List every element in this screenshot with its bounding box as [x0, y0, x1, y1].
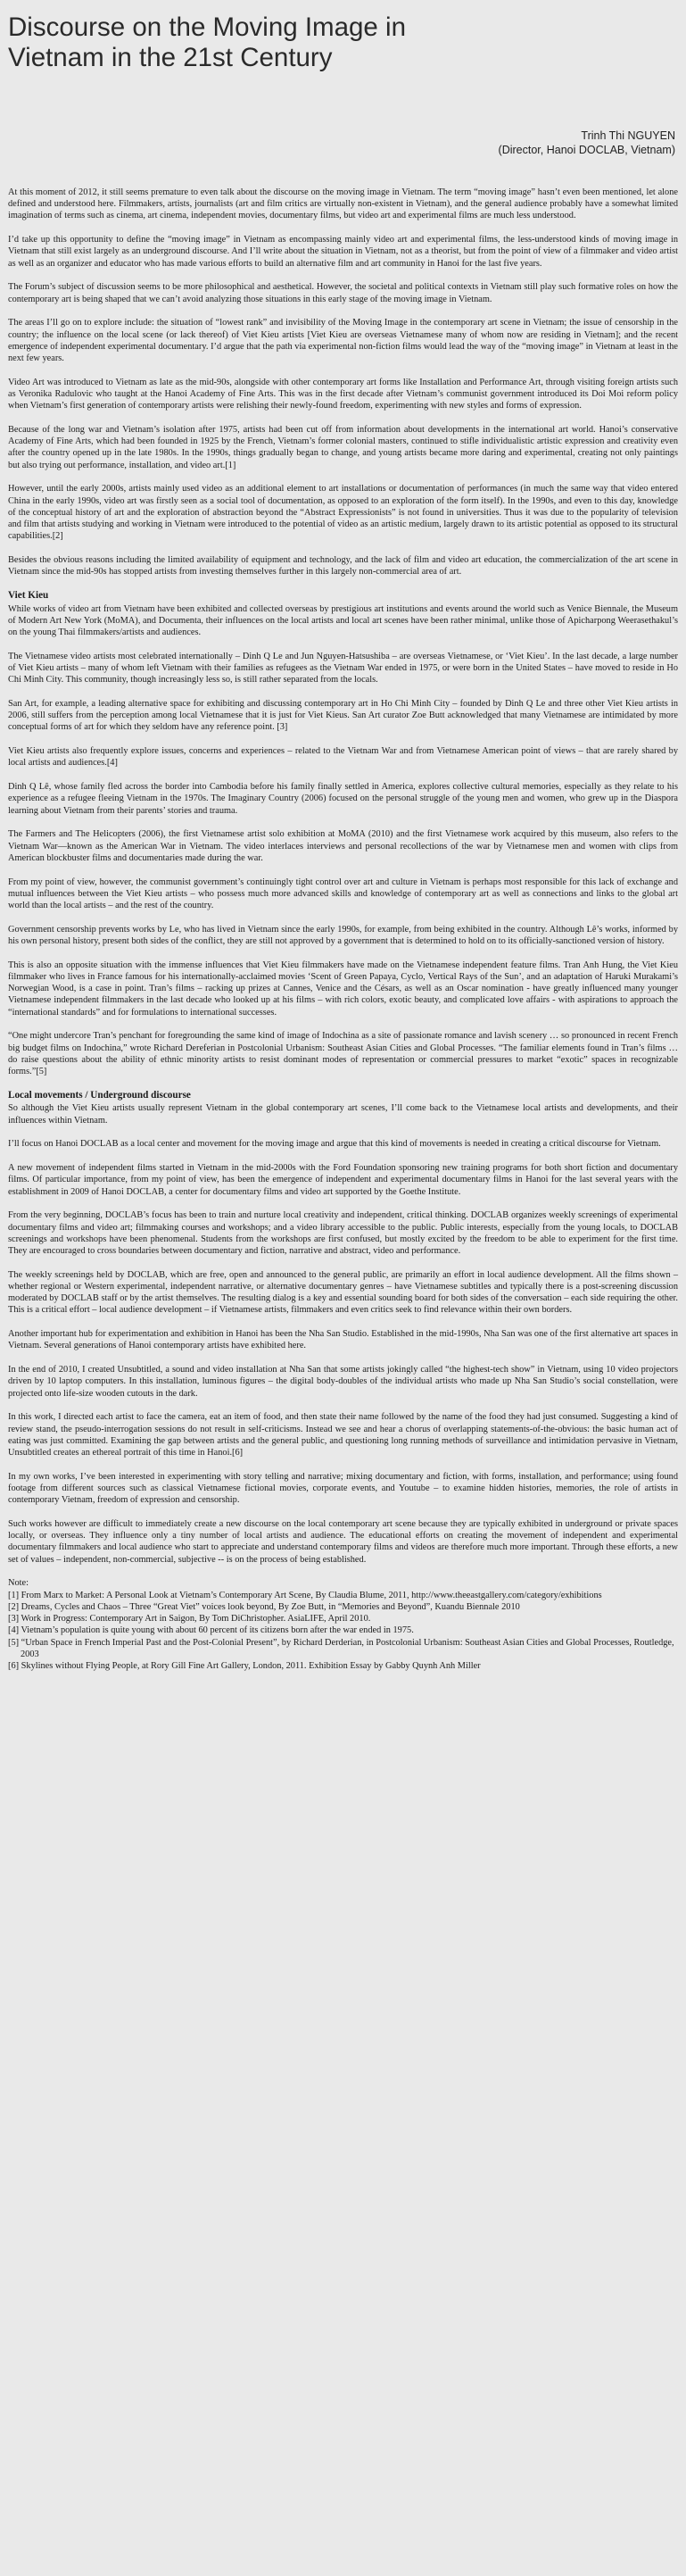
note-item: [6] Skylines without Flying People, at Rory Gill Fine Art Gallery, London, 2011. Exhibition Essay by Gabby Quynh Anh Miller — [8, 1660, 481, 1671]
intro-section — [8, 187, 678, 578]
note-item: [3] Work in Progress: Contemporary Art in Saigon, By Tom DiChristopher. AsiaLIFE, April 2010. — [8, 1614, 371, 1625]
paragraph: A new movement of independent films started in Vietnam in the mid-2000s with the Ford Foundation sponsoring new training programs for both short fiction and documentary films. Of particular importance, from my point of view, has been the emergence of independent and experimental documentary films in Hanoi for the last several years with the establishment in 2009 of Hanoi DOCLAB, a center for documentary films and video art supported by the Goethe Institute. — [8, 1163, 678, 1197]
paragraph: Besides the obvious reasons including the limited availability of equipment and technology, and the lack of film and video art education, the commercialization of the art scene in Vietnam since the mid-90s has stopped artists from investing themselves further in this largely non-commercial area of art. — [8, 555, 678, 578]
paragraph: I’ll focus on Hanoi DOCLAB as a local center and movement for the moving image and argue that this kind of movements is needed in creating a critical discourse for Vietnam. — [8, 1139, 661, 1150]
paragraph: The Vietnamese video artists most celebrated internationally – Dinh Q Le and Jun Nguyen-Hatsushiba – are overseas Vietnamese, or ‘Viet Kieu’. In the last decade, a large number of Viet Kieu artists – many of whom left Vietnam with their families as refugees as the Vietnam War ended in 1975, or were born in the United States – have moved to reside in Ho Chi Minh City. This community, though increasingly less so, is still rather separated from the locals. — [8, 651, 678, 686]
paragraph: The Farmers and The Helicopters (2006), the first Vietnamese artist solo exhibition at MoMA (2010) and the first Vietnamese work acquired by this museum, also refers to the Vietnam War—known as the American War in Vietnam. The video interlaces interviews and personal recollections of the war by Vietnamese men and women with clips from American blockbuster films and documentaries made during the war. — [8, 829, 678, 863]
document-title: Discourse on the Moving Image in Vietnam in the 21st Century — [8, 12, 407, 72]
note-item: [4] Vietnam’s population is quite young with about 60 percent of its citizens born after the war ended in 1975. — [8, 1625, 414, 1636]
author-block — [8, 129, 678, 157]
local-movements-section — [8, 1090, 678, 1566]
paragraph: The areas I’ll go on to explore include: the situation of “lowest rank” and invisibility of the Moving Image in the contemporary art scene in Vietnam; the issue of censorship in the country; the influence on the local scene (or lack thereof) of Viet Kieu artists [Viet Kieu are overseas Vietnamese many of whom now are residing in Vietnam]; and the recent emergence of independent experimental documentary. I’d argue that the path via experimental non-fiction films would lead the way of the “moving image” in Vietnam at least in the next few years. — [8, 318, 678, 364]
section-heading: Local movements / Underground discourse — [8, 1089, 191, 1101]
notes-title: Note: — [8, 1578, 29, 1589]
paragraph: Because of the long war and Vietnam’s isolation after 1975, artists had been cut off from information about developments in the international art world. Hanoi’s conservative Academy of Fine Arts, which had been founded in 1925 by the French, Vietnam’s former colonial masters, continued to stifle individualistic artistic expression and creativity even after the country opened up in the late 1980s. In the 1990s, things gradually began to change, and young artists became more daring and experimental, creating not only paintings but also trying out performance, installation, and video art.[1] — [8, 425, 678, 470]
paragraph: Government censorship prevents works by Le, who has lived in Vietnam since the early 1990s, for example, from being exhibited in the country. Although Lê’s works, informed by his own personal history, present both sides of the conflict, they are still not approved by a government that is determined to hold on to its officially-sanctioned version of history. — [8, 924, 678, 947]
note-item: [2] Dreams, Cycles and Chaos – Three “Great Viet” voices look beyond, By Zoe Butt, in “Memories and Beyond”, Kuandu Biennale 2010 — [8, 1601, 520, 1612]
paragraph: While works of video art from Vietnam have been exhibited and collected overseas by prestigious art institutions and events around the world such as Venice Biennale, the Museum of Modern Art New York (MoMA), and Documenta, their influences on the local artists and local art scenes have been rather minimal, unlike those of Apicharpong Weerasethakul’s on the young Thai filmmakers/artists and audiences. — [8, 603, 678, 638]
paragraph: San Art, for example, a leading alternative space for exhibiting and discussing contemporary art in Ho Chi Minh City – founded by Dinh Q Le and three other Viet Kieu artists in 2006, still suffers from the perception among local Vietnamese that it is just for Viet Kieus. San Art curator Zoe Butt acknowledged that many Vietnamese are intimidated by more conceptual forms of art for which they seldom have any reference point. [3] — [8, 699, 678, 733]
paragraph: Such works however are difficult to immediately create a new discourse on the local contemporary art scene because they are typically exhibited in underground or private spaces locally, or overseas. They influence only a tiny number of local artists and audience. The educational efforts on creating the movement of independent and experimental documentary filmmakers and local audience who start to appreciate and understand contemporary films and videos are therefore much more important. Through these efforts, a new set of values – independent, non-commercial, subjective -- is on the process of being established. — [8, 1519, 678, 1565]
paragraph: The Forum’s subject of discussion seems to be more philosophical and aesthetical. However, the societal and political contexts in Vietnam still play such formative roles on how the contemporary art is being shaped that we can’t avoid analyzing those situations in this early stage of the moving image in Vietnam. — [8, 282, 678, 304]
note-item: [5] “Urban Space in French Imperial Past and the Post-Colonial Present”, by Richard Derderian, in Postcolonial Urbanism: Southeast Asian Cities and Global Processes, Routledge, 2003 — [8, 1637, 674, 1659]
paragraph: So although the Viet Kieu artists usually represent Vietnam in the global contemporary art scenes, I’ll come back to the Vietnamese local artists and developments, and their influences within Vietnam. — [8, 1103, 678, 1126]
paragraph: Another important hub for experimentation and exhibition in Hanoi has been the Nha San Studio. Established in the mid-1990s, Nha San was one of the first alternative art spaces in Vietnam. Several generations of Hanoi contemporary artists have exhibited here. — [8, 1329, 678, 1351]
notes-list — [8, 1590, 678, 1672]
section-heading: Viet Kieu — [8, 590, 49, 602]
paragraph: Dinh Q Lê, whose family fled across the border into Cambodia before his family finally settled in America, explores collective cultural memories, especially as they relate to his experience as a refugee fleeing Vietnam in the 1970s. The Imaginary Country (2006) focused on the personal struggle of the young men and women, who grew up in the Diaspora learning about Vietnam from their parents’ stories and trauma. — [8, 782, 678, 816]
paragraph: In my own works, I’ve been interested in experimenting with story telling and narrative; mixing documentary and fiction, with forms, installation, and performance; using found footage from different sources such as classical Vietnamese fictional movies, corporate events, and Youtube – to examine hidden histories, memories, the role of artists in contemporary Vietnam, freedom of expression and censorship. — [8, 1471, 678, 1506]
paragraph: Viet Kieu artists also frequently explore issues, concerns and experiences – related to the Vietnam War and from Vietnamese American point of views – that are rarely shared by local artists and audiences.[4] — [8, 746, 678, 769]
viet-kieu-section — [8, 590, 678, 1077]
author-name: Trinh Thi NGUYEN — [581, 129, 675, 142]
author-role: (Director, Hanoi DOCLAB, Vietnam) — [498, 144, 675, 156]
paragraph: In the end of 2010, I created Unsubtitled, a sound and video installation at Nha San that some artists jokingly called “the highest-tech show” in Vietnam, using 10 video projectors driven by 10 laptop computers. In this installation, luminous figures – the digital body-doubles of the individual artists who made up Nha San Studio’s social constellation, were projected onto life-size wooden cutouts in the dark. — [8, 1365, 678, 1399]
article-body — [8, 187, 678, 1672]
paragraph: I’d take up this opportunity to define the “moving image” in Vietnam as encompassing mainly video art and experimental films, the less-understood kinds of moving image in Vietnam that still exist largely as an underground discourse. And I’ll write about the situation in Vietnam, not as a theorist, but from the point of view of a filmmaker and video artist as well as an organizer and educator who has made various efforts to build an alternative film and art community in Hanoi for the last five years. — [8, 235, 678, 269]
paragraph: “One might undercore Tran’s penchant for foregrounding the same kind of image of Indochina as a site of passionate romance and lavish scenery … so pronounced in recent French big budget films on Indochina,” wrote Richard Dereferian in Postcolonial Urbanism: Southeast Asian Cities and Global Processes. “The familiar elements found in Tran’s films … do raise questions about the ability of ethnic minority artists to resist dominant modes of representation or commercial pressures to market “exotic” spaces in recognizable forms.”[5] — [8, 1031, 678, 1077]
paragraph: From my point of view, however, the communist government’s continuingly tight control over art and culture in Vietnam is perhaps most responsible for this lack of exchange and mutual influences between the Viet Kieu artists – who possess much more advanced skills and knowledge of contemporary art as well as connections and links to the global art world than the local artists – and the rest of the country. — [8, 877, 678, 911]
paragraph: In this work, I directed each artist to face the camera, eat an item of food, and then state their name followed by the name of the food they had just consumed. Suggesting a kind of review stand, the pseudo-interrogation sessions do not result in self-criticisms. Instead we see and hear a chorus of overlapping statements-of-the-obvious: the basic human act of eating was just committed. Examining the gap between artists and the general public, and questioning long running methods of surveillance and intimidation pervasive in Vietnam, Unsubtitled creates an ethereal portrait of this time in Hanoi.[6] — [8, 1412, 678, 1458]
paragraph: From the very beginning, DOCLAB’s focus has been to train and nurture local creativity and independent, critical thinking. DOCLAB organizes weekly screenings of experimental documentary films and video art; filmmaking courses and workshops; and a video library accessible to the public. Public interests, especially from the young locals, to DOCLAB screenings and workshops have been phenomenal. Students from the workshops are first confused, but mostly excited by the freedom to be able to experiment for the first time. They are encouraged to cross boundaries between documentary and fiction, narrative and abstract, video and performance. — [8, 1210, 678, 1257]
paragraph: This is also an opposite situation with the immense influences that Viet Kieu filmmakers have made on the Vietnamese independent feature films. Tran Anh Hung, the Viet Kieu filmmaker who lives in France famous for his internationally-acclaimed movies ‘Scent of Green Papaya, Cyclo, Vertical Rays of the Sun’, and an adaptation of Haruki Murakami’s Norwegian Wood, is a case in point. Tran’s films – racking up prizes at Cannes, Venice and the Césars, as well as an Oscar nomination - have greatly influenced many younger Vietnamese independent filmmakers in the last decade who looked up at his films – with rich colors, exotic beauty, and complicated love affairs - with aspirations to approach the “international standards” and for formulations to international successes. — [8, 960, 678, 1018]
notes-section — [8, 1577, 678, 1672]
paragraph: At this moment of 2012, it still seems premature to even talk about the discourse on the moving image in Vietnam. The term “moving image” hasn’t even been mentioned, let alone defined and understood here. Filmmakers, artists, journalists (art and film critics are virtually non-existent in Vietnam), and the general audience probably have a somewhat limited imagination of terms such as cinema, art cinema, independent movies, documentary films, but video art and experimental films are much less understood. — [8, 187, 678, 221]
paragraph: Video Art was introduced to Vietnam as late as the mid-90s, alongside with other contemporary art forms like Installation and Performance Art, through visiting foreign artists such as Veronika Radulovic who taught at the Hanoi Academy of Fine Arts. This was in the first decade after Vietnam’s communist government introduced its Doi Moi reform policy when Vietnam’s first generation of contemporary artists were relishing their newly-found freedom, experimenting with new styles and forms of expression. — [8, 377, 678, 411]
paragraph: However, until the early 2000s, artists mainly used video as an additional element to art installations or documentation of performances (in much the same way that video entered China in the early 1990s, video art was firstly seen as a social tool of documentation, as opposed to an exploration of the form itself). In the 1990s, and even to this day, knowledge of the conceptual history of art and the exploration of abstraction beyond the “Abstract Expressionists” is not found in universities. Thus it was due to the popularity of television and film that artists studying and working in Vietnam were introduced to the potential of video as an artistic medium, largely drawn to its artistic potential as opposed to its structural capabilities.[2] — [8, 484, 678, 542]
note-item: [1] From Marx to Market: A Personal Look at Vietnam’s Contemporary Art Scene, By Claudia Blume, 2011, http://www.theeastgallery.com/category/exhibitions — [8, 1590, 602, 1600]
paragraph: The weekly screenings held by DOCLAB, which are free, open and announced to the general public, are primarily an effort in local audience development. All the films shown – whether regional or Western experimental, independent narrative, or alternative documentary genres – have Vietnamese subtitles and typically there is a post-screening discussion moderated by DOCLAB staff or by the artist themselves. The resulting dialog is a key and essential sounding board for both sides of the conversation – each side requiring the other. This is a critical effort – local audience development – if Vietnamese artists, filmmakers and even critics seek to find relevance within their own borders. — [8, 1269, 678, 1316]
